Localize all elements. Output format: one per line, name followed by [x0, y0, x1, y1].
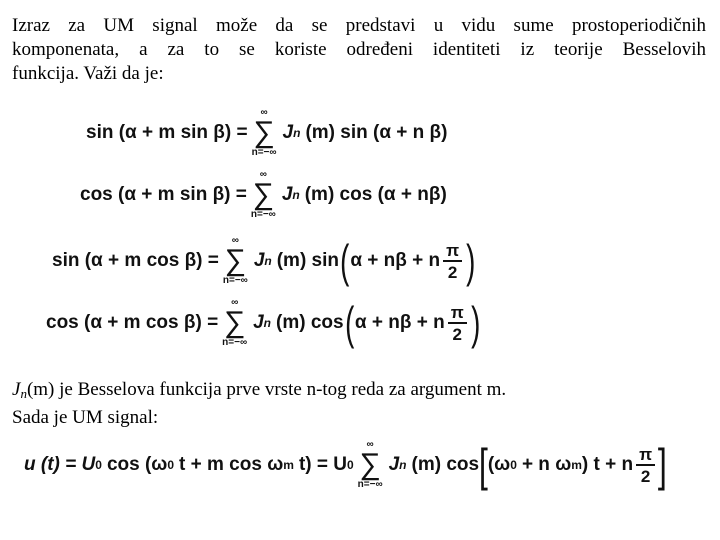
eq2-lhs: cos (α + m sin β) = [80, 184, 247, 205]
bessel-note-line: Jn(m) je Besselova funkcija prve vrste n-tog reda za argument m. [12, 379, 507, 401]
eq2-rhs: (m) cos (α + nβ) [304, 184, 447, 205]
eq3-inner: α + nβ + n [350, 250, 441, 271]
equation-2: cos (α + m sin β) = ∞ ∑ n=−∞ J n (m) cos (α + nβ) [80, 169, 447, 220]
intro-line-3: funkcija. Važi da je: [12, 63, 164, 84]
equation-4: cos (α + m cos β) = ∞ ∑ n=−∞ J n (m) cos ( α + nβ + n $\frac{\pi}{2}$ ) [46, 297, 480, 349]
eq4-inner: α + nβ + n [354, 312, 445, 333]
pi-over-2-fraction: $\frac{\pi}{2}$ [636, 446, 655, 485]
eq4-term: J [253, 312, 264, 333]
sum-symbol: ∞ ∑ n=−∞ [222, 235, 248, 286]
eq1-term: J [282, 122, 294, 143]
sum-symbol: ∞ ∑ n=−∞ [222, 297, 248, 348]
sum-symbol: ∞ ∑ n=−∞ [250, 169, 276, 220]
eq2-term: J [281, 184, 293, 205]
left-bracket: [ [478, 439, 488, 491]
intro-line-1: Izraz za UM signal može da se predstavi u vidu sume prostoperiodičnih [12, 15, 706, 36]
eq5-term: J [388, 454, 400, 475]
pi-over-2-fraction: $\frac{\pi}{2}$ [448, 304, 467, 343]
eq4-lhs: cos (α + m cos β) = [46, 312, 219, 333]
eq5-lhs: u (t) = U [24, 454, 96, 475]
eq3-mid: (m) sin [276, 250, 340, 271]
bessel-note [12, 378, 706, 430]
left-paren: ( [344, 297, 354, 349]
right-paren: ) [470, 297, 480, 349]
intro-line-2: komponenata, a za to se koriste određeni identiteti iz teorije Besselovih [12, 39, 706, 60]
right-paren: ) [466, 235, 476, 287]
eq1-lhs: sin (α + m sin β) = [86, 122, 248, 143]
left-paren: ( [340, 235, 350, 287]
equation-1: sin (α + m sin β) = ∞ ∑ n=−∞ J n (m) sin (α + n β) [86, 107, 448, 158]
sum-symbol: ∞ ∑ n=−∞ [357, 439, 383, 490]
eq4-mid: (m) cos [276, 312, 344, 333]
eq5-mid: (m) cos [411, 454, 480, 475]
intro-paragraph [12, 14, 706, 86]
equation-um-signal: u (t) = U 0 cos (ω 0 t + m cos ω m t) = U 0 ∞ ∑ n=−∞ J n (m) cos [ (ω 0 + n ω m ) t + n $\frac{\pi}{2}$ ] [24, 439, 668, 491]
sum-symbol: ∞ ∑ n=−∞ [251, 107, 277, 158]
um-intro-line: Sada je UM signal: [12, 407, 159, 428]
equation-3: sin (α + m cos β) = ∞ ∑ n=−∞ J n (m) sin ( α + nβ + n $\frac{\pi}{2}$ ) [52, 235, 476, 287]
eq3-term: J [253, 250, 265, 271]
right-bracket: ] [658, 439, 668, 491]
pi-over-2-fraction: $\frac{\pi}{2}$ [443, 242, 462, 281]
eq1-rhs: (m) sin (α + n β) [305, 122, 448, 143]
eq3-lhs: sin (α + m cos β) = [52, 250, 219, 271]
